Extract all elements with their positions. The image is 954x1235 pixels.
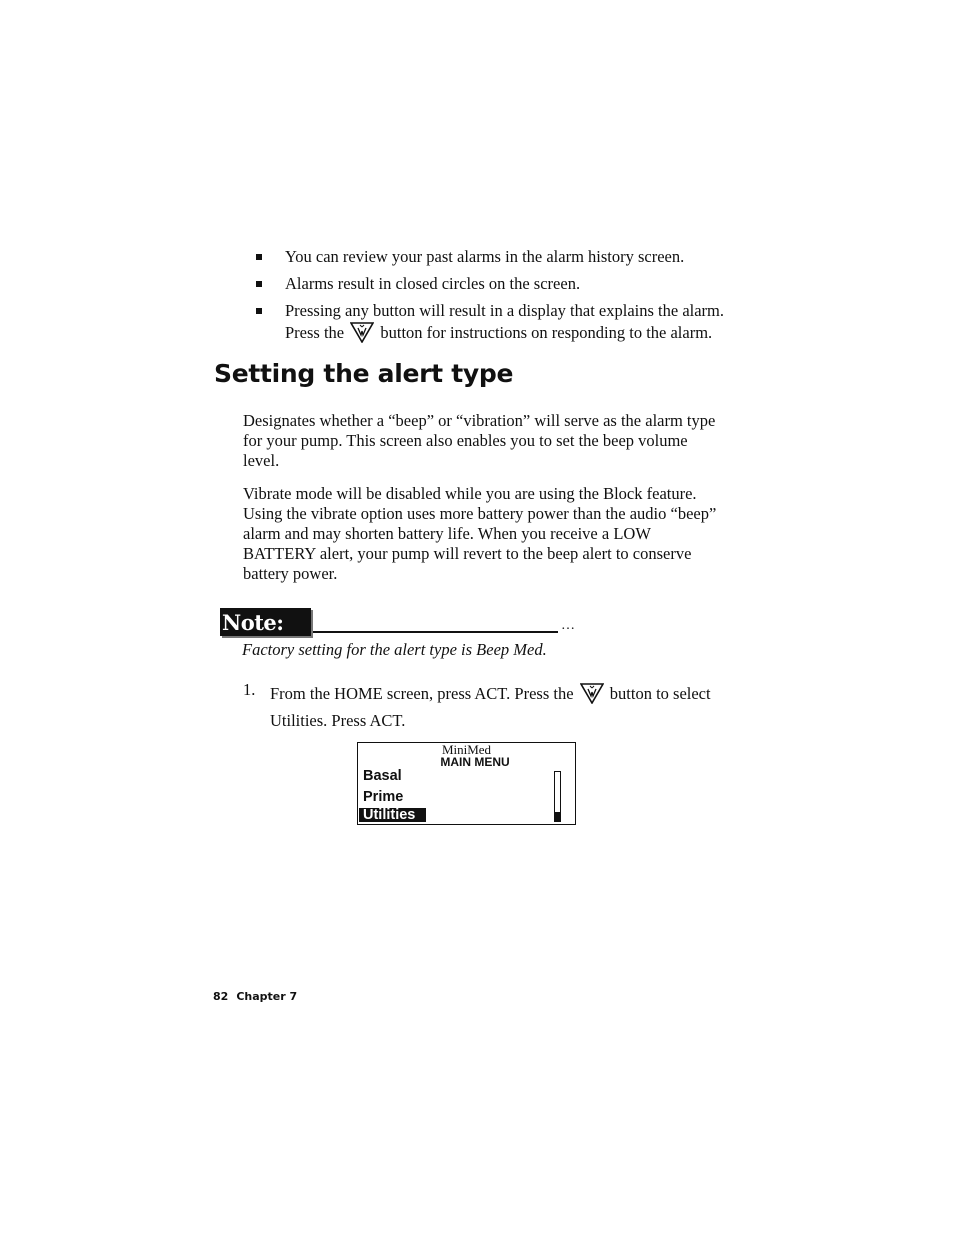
menu-item-prime: Prime xyxy=(363,789,404,805)
note-text: Factory setting for the alert type is Beep Med. xyxy=(242,640,547,659)
bullet-marker xyxy=(256,254,262,260)
bullet-list xyxy=(256,247,726,350)
menu-item-utilities-selected: Utilities xyxy=(359,808,426,822)
screen-scroll-thumb xyxy=(555,812,560,821)
bullet-text xyxy=(285,301,724,342)
pump-screen xyxy=(357,742,576,825)
bullet-text-after: button for instructions on responding to the alarm. xyxy=(376,323,713,342)
bullet-item-alarm-history xyxy=(256,247,726,267)
step-text-before: From the HOME screen, press ACT. Press the xyxy=(270,684,578,703)
step-text-after: button to select Utilities. Press ACT. xyxy=(270,684,711,730)
bullet-marker xyxy=(256,281,262,287)
section-heading: Setting the alert type xyxy=(214,359,514,388)
bullet-item-closed-circles xyxy=(256,274,726,294)
page-footer xyxy=(213,990,297,1003)
screen-title: MAIN MENU xyxy=(440,755,510,769)
chapter-label: Chapter 7 xyxy=(236,990,298,1003)
bullet-item-pressing-button xyxy=(256,301,726,343)
note-label: Note: xyxy=(222,610,284,635)
bullet-marker xyxy=(256,308,262,314)
bullet-text: Alarms result in closed circles on the screen. xyxy=(285,274,581,293)
note-dots: … xyxy=(561,618,575,633)
note-rule xyxy=(313,631,558,633)
step-number: 1. xyxy=(243,680,256,699)
page-number: 82 xyxy=(213,990,229,1003)
step-text xyxy=(270,680,720,734)
bullet-text: You can review your past alarms in the alarm history screen. xyxy=(285,247,685,266)
paragraph-vibrate: Vibrate mode will be disabled while you are using the Block feature. Using the vibrate option uses more battery power than the audio “beep” alarm and may shorten battery life. When you receive a LOW BATTERY alert, your pump will revert to the beep alert to conserve battery power. xyxy=(243,484,717,583)
menu-item-basal: Basal xyxy=(363,768,402,784)
down-arrow-button-icon xyxy=(580,682,604,704)
bullet-text-before: Pressing any button will result in a display that explains the alarm. Press the xyxy=(285,301,725,342)
screen-scrollbar xyxy=(554,771,561,822)
paragraph-intro: Designates whether a “beep” or “vibration” will serve as the alarm type for your pump. This screen also enables you to set the beep volume level. xyxy=(243,411,716,470)
down-arrow-button-icon xyxy=(350,321,374,343)
note-label-box xyxy=(220,608,311,636)
screen-brand: MiniMed xyxy=(441,742,492,757)
